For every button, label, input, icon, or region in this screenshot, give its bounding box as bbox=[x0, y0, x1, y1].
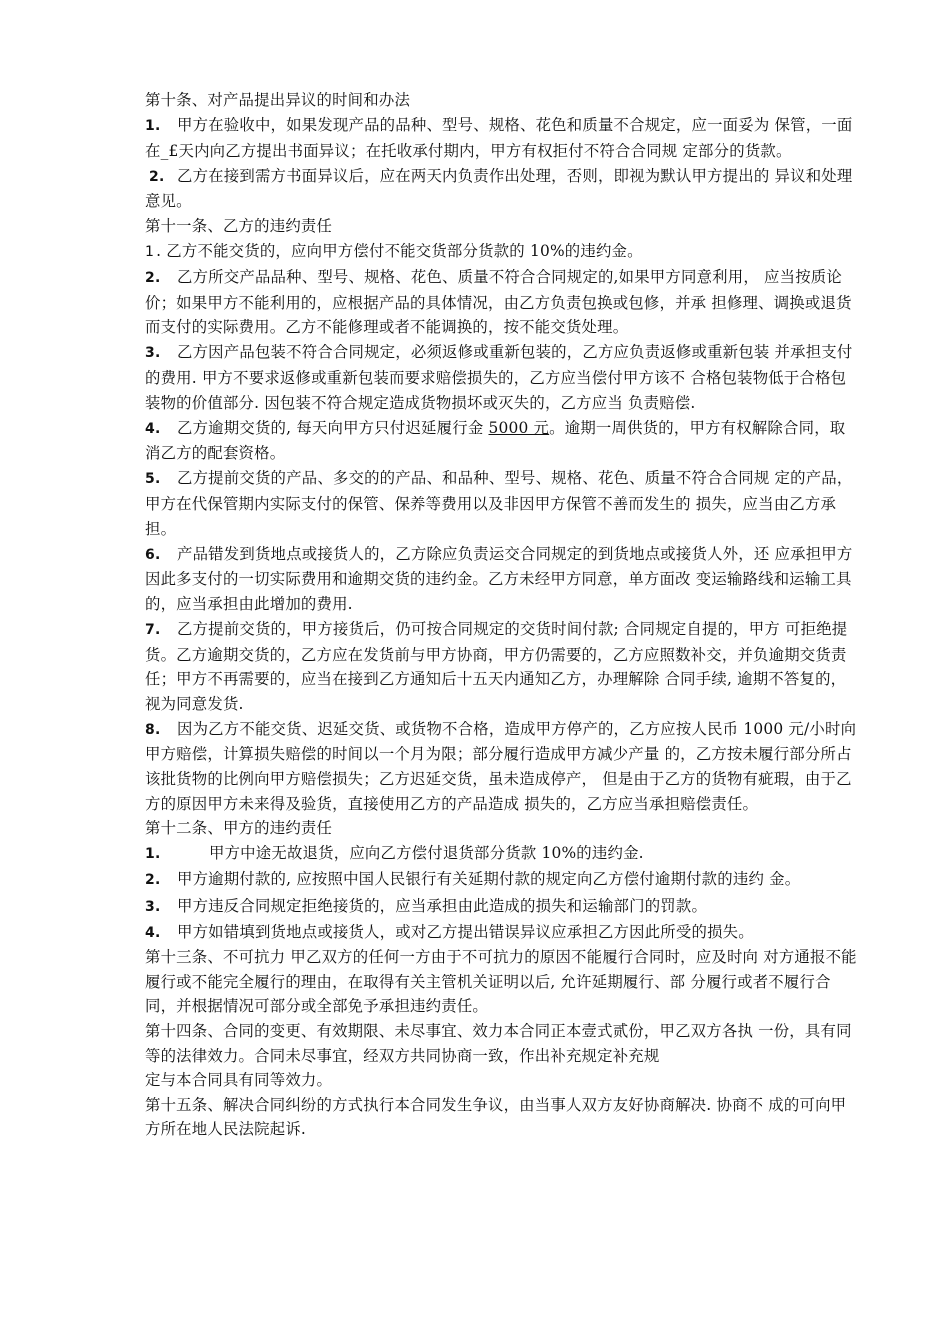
item-text: 乙方提前交货的，甲方接货后，仍可按合同规定的交货时间付款; 合同规定自提的，甲方 可拒绝提货。乙方逾期交货的，乙方应在发货前与甲方协商，甲方仍需要的，乙方应照数补交，并负逾期交货责任；甲方不再需要的，应当在接到乙方通知后十五天内通知乙方，办理解除 合同手续, 逾期不答复的，视为同意发货. bbox=[145, 619, 848, 713]
item-number: 2. bbox=[145, 872, 161, 889]
article-11-item-7 bbox=[145, 617, 860, 716]
item-number: 3. bbox=[145, 345, 161, 362]
item-text: 。逾期一周供货的，甲方有权解除合同，取消乙方的配套资格。 bbox=[145, 418, 846, 463]
item-number: 8. bbox=[145, 721, 161, 738]
item-number: 2. bbox=[145, 270, 161, 287]
article-11-item-6 bbox=[145, 542, 860, 617]
article-11-item-1 bbox=[145, 239, 860, 265]
article-12-item-1 bbox=[145, 841, 860, 867]
item-text: 乙方所交产品品种、型号、规格、花色、质量不符合合同规定的,如果甲方同意利用， 应当按质论价；如果甲方不能利用的，应根据产品的具体情况，由乙方负责包换或包修，并承 担修理、调换或退货而支付的实际费用。乙方不能修理或者不能调换的，按不能交货处理。 bbox=[145, 268, 852, 337]
article-11-item-2 bbox=[145, 265, 860, 340]
item-text: 产品错发到货地点或接货人的，乙方除应负责运交合同规定的到货地点或接货人外，还 应承担甲方因此多支付的一切实际费用和逾期交货的违约金。乙方未经甲方同意，单方面改 变运输路线和运输工具的，应当承担由此增加的费用. bbox=[145, 544, 853, 613]
item-number: 4. bbox=[145, 420, 161, 437]
contract-document bbox=[145, 88, 860, 1142]
article-15-paragraph: 第十五条、解决合同纠纷的方式执行本合同发生争议，由当事人双方友好协商解决. 协商不 成的可向甲方所在地人民法院起诉. bbox=[145, 1095, 847, 1139]
article-10-item-2 bbox=[145, 164, 860, 214]
item-number: 6. bbox=[145, 546, 161, 563]
item-number: 3. bbox=[145, 898, 161, 915]
item-text: 乙方提前交货的产品、多交的的产品、和品种、型号、规格、花色、质量不符合合同规 定的产品，甲方在代保管期内实际支付的保管、保养等费用以及非因甲方保管不善而发生的 损失，应当由乙方承担。 bbox=[145, 469, 853, 538]
article-10-item-1 bbox=[145, 113, 860, 163]
article-12-item-3 bbox=[145, 894, 860, 920]
article-11-item-8 bbox=[145, 717, 860, 816]
item-number: 1 bbox=[145, 244, 155, 261]
article-14-paragraph-line-2: 定与本合同具有同等效力。 bbox=[145, 1071, 333, 1090]
item-text: 甲方如错填到货地点或接货人，或对乙方提出错误异议应承担乙方因此所受的损失。 bbox=[177, 922, 754, 941]
item-text: 甲方违反合同规定拒绝接货的，应当承担由此造成的损失和运输部门的罚款。 bbox=[177, 896, 708, 915]
late-fee-amount: 5000 元 bbox=[488, 418, 550, 437]
item-text: 甲方在验收中，如果发现产品的品种、型号、规格、花色和质量不合规定，应一面妥为 保管，一面在_£天内向乙方提出书面异议；在托收承付期内，甲方有权拒付不符合合同规 定部分的货款。 bbox=[145, 116, 853, 160]
item-number: 2. bbox=[149, 168, 165, 185]
item-text: 甲方中途无故退货，应向乙方偿付退货部分货款 10%的违约金. bbox=[209, 844, 644, 863]
item-text: 乙方在接到需方书面异议后，应在两天内负责作出处理，否则，即视为默认甲方提出的 异议和处理意见。 bbox=[145, 166, 853, 211]
article-12-item-2 bbox=[145, 867, 860, 893]
article-12-heading: 第十二条、甲方的违约责任 bbox=[145, 819, 333, 838]
item-text: 甲方逾期付款的, 应按照中国人民银行有关延期付款的规定向乙方偿付逾期付款的违约 金。 bbox=[177, 870, 801, 889]
article-13-paragraph: 第十三条、不可抗力 甲乙双方的任何一方由于不可抗力的原因不能履行合同时，应及时向 对方通报不能履行或不能完全履行的理由，在取得有关主管机关证明以后, 允许延期履行、部 分履行或者不履行合同，并根据情况可部分或全部免予承担违约责任。 bbox=[145, 948, 857, 1016]
item-text: 乙方逾期交货的, 每天向甲方只付迟延履行金 bbox=[177, 418, 489, 437]
article-12-item-4 bbox=[145, 920, 860, 946]
item-text: . 乙方不能交货的，应向甲方偿付不能交货部分货款的 10%的违约金。 bbox=[156, 242, 643, 261]
item-number: 4. bbox=[145, 924, 161, 941]
article-11-item-5 bbox=[145, 466, 860, 541]
item-text: 乙方因产品包装不符合合同规定，必须返修或重新包装的，乙方应负责返修或重新包装 并承担支付的费用. 甲方不要求返修或重新包装而要求赔偿损失的，乙方应当偿付甲方该不 合格包装物低于合格包装物的价值部分. 因包装不符合规定造成货物损坏或灭失的，乙方应当 负责赔偿. bbox=[145, 343, 853, 412]
item-number: 7. bbox=[145, 621, 161, 638]
article-11-item-4 bbox=[145, 416, 860, 466]
article-11-item-3 bbox=[145, 340, 860, 415]
item-number: 1. bbox=[145, 118, 161, 135]
article-11-heading: 第十一条、乙方的违约责任 bbox=[145, 216, 333, 235]
article-14-paragraph-line-1: 第十四条、合同的变更、有效期限、未尽事宜、效力本合同正本壹式贰份，甲乙双方各执 一份，具有同等的法律效力。合同未尽事宜，经双方共同协商一致，作出补充规定补充规 bbox=[145, 1021, 852, 1065]
article-10-heading: 第十条、对产品提出异议的时间和办法 bbox=[145, 91, 411, 109]
item-number: 5. bbox=[145, 471, 161, 488]
item-number: 1. bbox=[145, 846, 161, 863]
item-text: 因为乙方不能交货、迟延交货、或货物不合格，造成甲方停产的，乙方应按人民币 1000 元/小时向甲方赔偿，计算损失赔偿的时间以一个月为限；部分履行造成甲方减少产量 的，乙方按未履行部分所占该批货物的比例向甲方赔偿损失；乙方迟延交货，虽未造成停产， 但是由于乙方的货物有疵瑕，由于乙方的原因甲方未来得及验货，直接使用乙方的产品造成 损失的，乙方应当承担赔偿责任。 bbox=[145, 719, 857, 813]
